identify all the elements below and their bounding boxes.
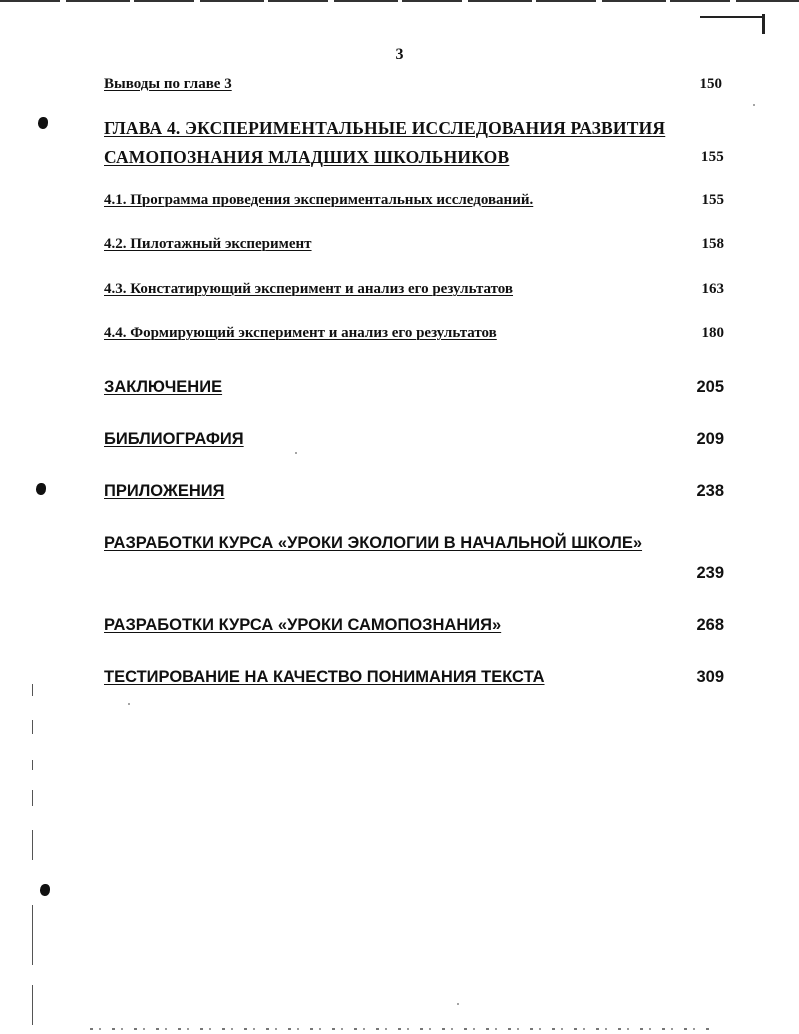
toc-entry [104,534,724,584]
scan-bottom-noise [90,1028,710,1030]
margin-scan-mark [32,720,33,734]
toc-entry-page: 209 [696,430,724,448]
scan-edge-line [0,0,799,2]
toc-entry [104,668,724,690]
toc-entry-title: 4.1. Программа проведения экспериментальных исследований. [104,192,534,208]
toc-entry-page: 155 [700,149,724,165]
margin-scan-mark [32,830,33,860]
toc-entry [104,325,724,345]
toc-chapter-entry [104,118,724,170]
margin-scan-mark [32,684,33,696]
toc-entry [104,192,724,212]
toc-chapter-title-line2: САМОПОЗНАНИЯ МЛАДШИХ ШКОЛЬНИКОВ [104,147,510,167]
toc-entry [104,482,724,504]
binding-hole-mark [36,483,46,495]
toc-entry-title: 4.2. Пилотажный эксперимент [104,236,312,252]
margin-scan-mark [32,790,33,806]
toc-entry [104,378,724,400]
toc-entry [104,76,724,96]
toc-entry [104,616,724,638]
toc-entry-page: 150 [699,76,722,92]
margin-scan-mark [32,760,33,770]
scan-corner-mark-vertical [762,14,765,34]
toc-entry-title: РАЗРАБОТКИ КУРСА «УРОКИ САМОПОЗНАНИЯ» [104,616,502,634]
scan-speck [753,104,755,106]
toc-entry-title: БИБЛИОГРАФИЯ [104,430,244,448]
toc-entry-title: 4.4. Формирующий эксперимент и анализ его результатов [104,325,497,341]
toc-entry [104,236,724,256]
scan-speck [457,1003,459,1005]
toc-chapter-title-line1: ГЛАВА 4. ЭКСПЕРИМЕНТАЛЬНЫЕ ИССЛЕДОВАНИЯ РАЗВИТИЯ [104,118,666,138]
toc-entry-page: 158 [701,236,724,252]
toc-entry [104,430,724,452]
toc-entry-title: ПРИЛОЖЕНИЯ [104,482,225,500]
toc-entry-title: РАЗРАБОТКИ КУРСА «УРОКИ ЭКОЛОГИИ В НАЧАЛЬНОЙ ШКОЛЕ» [104,534,643,552]
scan-speck [295,452,297,454]
binding-hole-mark [40,884,50,896]
toc-entry-page: 180 [701,325,724,341]
toc-entry [104,281,724,301]
toc-entry-title: ЗАКЛЮЧЕНИЕ [104,378,223,396]
scan-corner-mark [700,16,764,18]
toc-entry-title: 4.3. Констатирующий эксперимент и анализ его результатов [104,281,514,297]
toc-entry-title: Выводы по главе 3 [104,76,232,92]
toc-entry-page: 238 [696,482,724,500]
toc-entry-title: ТЕСТИРОВАНИЕ НА КАЧЕСТВО ПОНИМАНИЯ ТЕКСТА [104,668,545,686]
scan-speck [128,703,130,705]
binding-hole-mark [38,117,48,129]
toc-entry-page: 268 [696,616,724,634]
page-number: 3 [395,46,404,63]
toc-entry-page: 155 [701,192,724,208]
margin-scan-mark [32,905,33,965]
toc-entry-page: 309 [696,668,724,686]
toc-entry-page: 239 [696,564,724,582]
toc-entry-page: 205 [696,378,724,396]
margin-scan-mark [32,985,33,1025]
toc-entry-page: 163 [701,281,724,297]
